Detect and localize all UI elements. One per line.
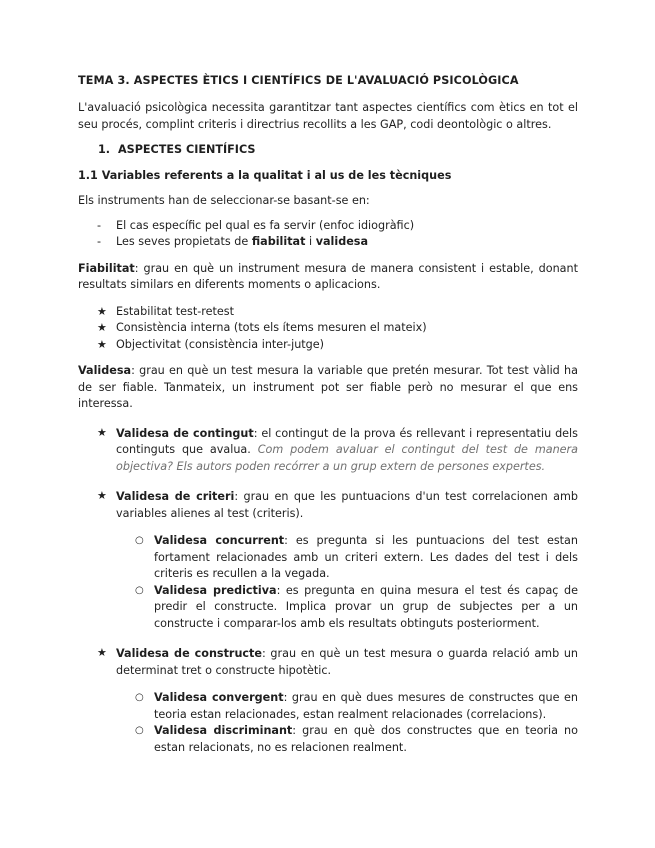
validesa-constructe-item: ★ Validesa de constructe: grau en què un test mesura o guarda relació amb un determinat tret o constructe hipotètic. (97, 646, 578, 677)
list-item: - Les seves propietats de fiabilitat i validesa (78, 234, 578, 251)
document-page (78, 74, 578, 770)
contingut-note: Com podem avaluar el contingut del test de manera objectiva? Els autors poden recórrer a un grup extern de persones expertes. (116, 443, 578, 473)
dash-marker: - (97, 218, 102, 232)
list-item: ○ Validesa concurrent: es pregunta si les puntuacions del test estan fortament relacionades amb un criteri extern. Les dades del test i dels criteris es recullen a la vegada. (135, 534, 578, 580)
list-item: ○ Validesa convergent: grau en què dues mesures de constructes que en teoria estan relacionades, estan realment relacionades (correlacions). (135, 691, 578, 721)
constructe-subtypes-list (78, 690, 578, 756)
fiabilitat-definition: Fiabilitat: grau en què un instrument mesura de manera consistent i estable, donant resultats similars en diferents moments o aplicacions. (78, 261, 578, 291)
list-item: - El cas específic pel qual es fa servir (enfoc idiogràfic) (78, 218, 578, 235)
validesa-criteri-item: ★ Validesa de criteri: grau en que les puntuacions d'un test correlacionen amb variables alienes al test (criteris). (97, 489, 578, 520)
document-title: TEMA 3. ASPECTES ÈTICS I CIENTÍFICS DE L'AVALUACIÓ PSICOLÒGICA (78, 74, 519, 87)
subsection-heading-1-1: 1.1 Variables referents a la qualitat i al us de les tècniques (78, 169, 452, 182)
list-item: ○ Validesa discriminant: grau en què dos constructes que en teoria no estan relacionats, no es relacionen realment. (135, 724, 578, 754)
star-icon: ★ (97, 425, 107, 439)
list-item: ★ Estabilitat test-retest (78, 304, 578, 321)
dash-marker: - (97, 235, 102, 248)
star-icon: ★ (97, 646, 107, 659)
star-icon: ★ (97, 337, 107, 351)
list-item: ★ Consistència interna (tots els ítems mesuren el mateix) (78, 320, 578, 337)
validesa-definition: Validesa: grau en què un test mesura la variable que pretén mesurar. Tot test vàlid ha de ser fiable. Tanmateix, un instrument pot ser fiable però no mesurar el que ens interessa. (78, 364, 578, 410)
fiabilitat-types-list (78, 304, 578, 354)
circle-bullet-icon: ○ (135, 535, 144, 546)
validesa-contingut-item: ★ Validesa de contingut: el contingut de la prova és rellevant i representatiu dels continguts que avalua. Com podem avaluar el contingut del test de manera objectiva? Els autors poden recórrer a un grup extern de persones expertes. (97, 425, 578, 473)
selection-criteria-list (78, 218, 578, 251)
section-number: 1. (98, 143, 111, 156)
section-heading-1 (98, 143, 578, 157)
list-item: ○ Validesa predictiva: es pregunta en quina mesura el test és capaç de predir el constructe. Implica provar un grup de subjectes per a un constructe i comparar-los amb els resultats obtinguts posteriorment. (135, 583, 578, 630)
criteri-subtypes-list (78, 533, 578, 632)
star-icon: ★ (97, 321, 107, 334)
section-title: ASPECTES CIENTÍFICS (118, 143, 256, 156)
circle-bullet-icon: ○ (135, 725, 144, 736)
list-item: ★ Objectivitat (consistència inter-jutge) (78, 337, 578, 354)
star-icon: ★ (97, 304, 107, 318)
intro-paragraph: L'avaluació psicològica necessita garantitzar tant aspectes científics com ètics en tot el seu procés, complint criteris i directrius recollits a les GAP, codi deontològic o altres. (78, 101, 578, 131)
circle-bullet-icon: ○ (135, 584, 144, 596)
instruments-intro: Els instruments han de seleccionar-se basant-se en: (78, 194, 370, 207)
star-icon: ★ (97, 489, 107, 502)
circle-bullet-icon: ○ (135, 692, 144, 703)
